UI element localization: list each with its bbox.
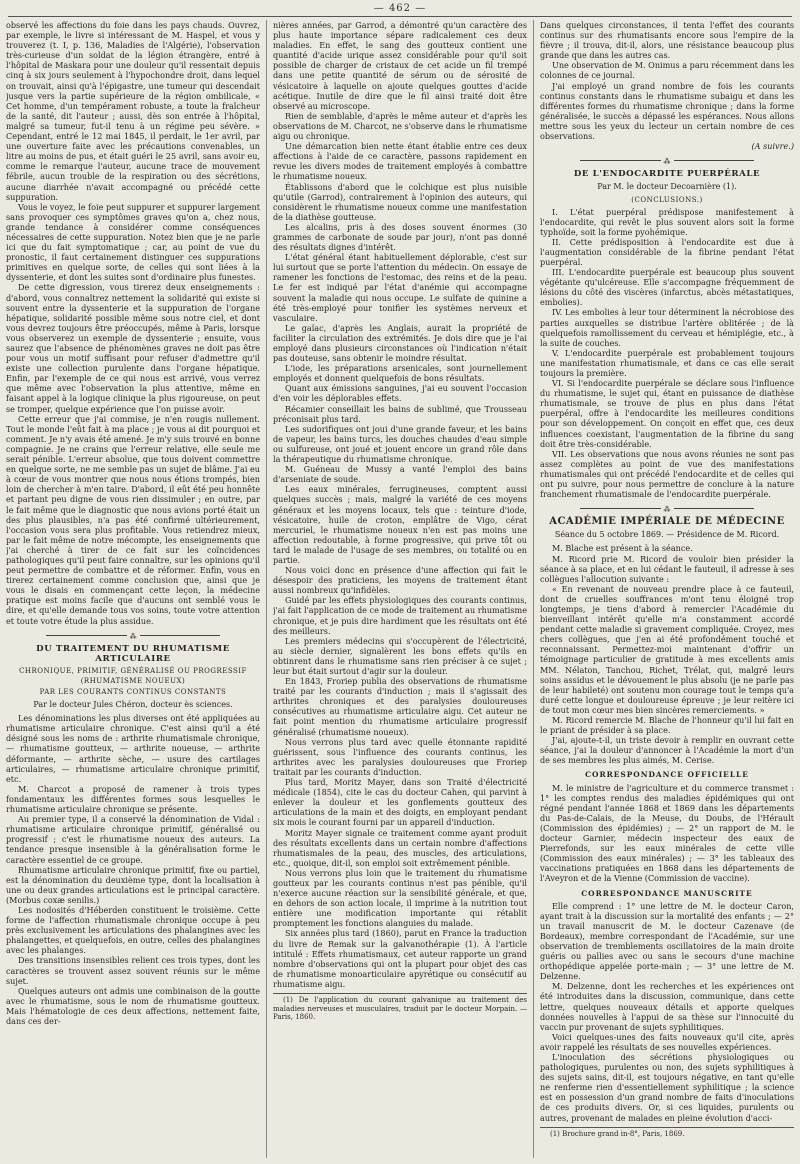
paragraph: Guidé par les effets physiologiques des courants continus, j'ai fait l'application de ce mode de traitement au rhumatisme chronique, et je puis dire hardiment que les résultats ont été des meilleurs. bbox=[273, 595, 527, 636]
paragraph: Les alcalins, pris à des doses souvent énormes (30 grammes de carbonate de soude par jour), n'ont pas donné des résultats dignes d'intérêt. bbox=[273, 221, 527, 253]
paragraph: VI. Si l'endocardite puerpérale se déclare sous l'influence du rhumatisme, le sujet qui, étant en puissance de diathèse rhumatismale, se trouve de plus en plus dans l'état puerpéral, offre à l'endocardite les meilleures conditions pour son développement. On conçoit en effet que, ces deux influences coexistant, l'augmentation de la fibrine du sang doit être très-considérable. bbox=[540, 378, 794, 449]
article-title: DE L'ENDOCARDITE PUERPÉRALE bbox=[573, 169, 761, 180]
paragraph: M. Blache est présent à la séance. bbox=[552, 543, 693, 554]
correspondence-manuscript-heading: CORRESPONDANCE MANUSCRITE bbox=[581, 888, 753, 898]
paragraph: I. L'état puerpéral prédispose manifestement à l'endocardite, qui revêt le plus souvent alors soit la forme typhoïde, soit la forme pyohémique. bbox=[540, 206, 794, 237]
paragraph: VII. Les observations que nous avons réunies ne sont pas assez complètes au point de vue des manifestations rhumatismales qui ont précédé l'endocardite et de celles qui ont pu suivre, pour nous permettre de conclure à la nature franchement rhumatismale de l'endocardite puerpérale. bbox=[540, 448, 794, 500]
paragraph: Quelques auteurs ont admis une combinaison de la goutte avec le rhumatisme, sous le nom de rhumatisme goutteux. Mais l'hématologie de ces deux affections, nettement faite, dans ces der- bbox=[6, 985, 260, 1026]
paragraph: De cette digression, vous tirerez deux enseignements : d'abord, vous connaîtrez nettement la solidarité qui existe si souvent entre la dyssenterie et la suppuration de l'organe hépatique, solidarité possible même sous notre ciel, et dont vous devrez toujours être préoccupés, même à Paris, lorsque vous observerez un exemple de dyssenterie ; ensuite, vous saurez que l'absence de phénomènes graves ne doit pas être pour vous un motif suffisant pour refuser d'admettre qu'il existe une collection purulente dans l'organe hépatique. Enfin, par l'exemple de ce qui nous est arrivé, vous verrez que même avec l'observation la plus attentive, même en faisant appel à la logique clinique la plus rigoureuse, on peut se tromper, quelque expérience que l'on puisse avoir. bbox=[6, 282, 260, 414]
paragraph: Les nodosités d'Héberden constituent le troisième. Cette forme de l'affection rhumatismale chronique occupe à peu près exclusivement les articulations des phalangines avec les phalangettes, et quelquefois, en outre, celles des phalangines avec les phalanges. bbox=[6, 904, 260, 956]
continued-note: (A suivre.) bbox=[751, 141, 794, 152]
section-divider: ⁂ bbox=[540, 504, 794, 512]
columns bbox=[6, 20, 794, 1158]
article-title: DU TRAITEMENT DU RHUMATISME ARTICULAIRE bbox=[36, 643, 230, 664]
article-author: Par M. le docteur Decoarnière (1). bbox=[597, 182, 737, 192]
article-subtitle: CHRONIQUE, PRIMITIF, GÉNÉRALISÉ OU PROGRESSIF (RHUMATISME NOUEUX) bbox=[19, 666, 247, 685]
paragraph: M. le ministre de l'agriculture et du commerce transmet : 1° les comptes rendus des maladies épidémiques qui ont régné pendant l'année 1868 et 1869 dans les départements du Pas-de-Calais, de la Meuse, du Doubs, de l'Hérault (Commission des épidémies) ; — 2° un rapport de M. le docteur Garnier, médecin inspecteur des eaux de Pierrefonds, sur les eaux minérales de cette ville (Commission des eaux minérales) ; — 3° les tableaux des vaccinations pratiquées en 1868 dans les départements de l'Aveyron et de la Vienne (Commission de vaccine). bbox=[540, 782, 794, 884]
paragraph: Nous verrons plus tard avec quelle étonnante rapidité guérissent, sous l'influence des courants continus, les arthrites avec les paralysies douloureuses que Froriep traitait par les courants d'induction. bbox=[273, 736, 527, 777]
paragraph: Récamier conseillait les bains de sublimé, que Trousseau préconisait plus tard. bbox=[273, 403, 527, 424]
paragraph: Une observation de M. Onimus a paru récemment dans les colonnes de ce journal. bbox=[540, 60, 794, 81]
paragraph: Une démarcation bien nette étant établie entre ces deux affections à l'aide de ce caractère, passons rapidement en revue les divers modes de traitement employés à combattre le rhumatisme noueux. bbox=[273, 141, 527, 182]
paragraph: Moritz Mayer signale ce traitement comme ayant produit des résultats excellents dans un certain nombre d'affections rhumatismales de la peau, des muscles, des articulations, etc., quoique, dit-il, son emploi soit extrêmement pénible. bbox=[273, 827, 527, 868]
paragraph: Vous le voyez, le foie peut suppurer et suppurer largement sans provoquer ces symptômes graves qu'on a, chez nous, grande tendance à considérer comme conséquences nécessaires de cette suppuration. Notez bien que je ne parle ici que du fait symptomatique ; car, au point de vue du pronostic, il faut certainement distinguer ces suppurations primitives en quelque sorte, de celles qui sont liées à la dyssenterie, et dont les suites sont d'ordinaire plus funestes. bbox=[6, 201, 260, 283]
academy-title: ACADÉMIE IMPÉRIALE DE MÉDECINE bbox=[549, 516, 785, 528]
column-separator bbox=[266, 20, 267, 1158]
correspondence-official-heading: CORRESPONDANCE OFFICIELLE bbox=[585, 770, 749, 780]
paragraph: Les sudorifiques ont joui d'une grande faveur, et les bains de vapeur, les bains turcs, les douches chaudes d'eau simple ou sulfureuse, ont joué et jouent encore un grand rôle dans la thérapeutique du rhumatisme chronique. bbox=[273, 423, 527, 465]
paragraph: Plus tard, Moritz Mayer, dans son Traité d'électricité médicale (1854), cite le cas du docteur Cahen, qui parvint à enlever la douleur et les gonflements goutteux des articulations de la main et des doigts, en employant pendant six mois le courant fourni par un appareil d'induction. bbox=[273, 777, 527, 828]
seance-line: Séance du 5 octobre 1869. — Présidence de M. Ricord. bbox=[554, 530, 780, 540]
paragraph: J'ai, ajoute-t-il, un triste devoir à remplir en ouvrant cette séance, j'ai la douleur d'annoncer à l'Académie la mort d'un de ses membres les plus aimés, M. Cerise. bbox=[540, 735, 794, 766]
column-2 bbox=[273, 20, 527, 1158]
paragraph: L'état général étant habituellement déplorable, c'est sur lui surtout que se porte l'attention du médecin. On essaye de ramener les fonctions de l'estomac, des reins et de la peau. Le fer est indiqué par l'état d'anémie qui accompagne souvent la maladie qui nous occupe. Le sulfate de quinine a été très-employé pour tonifier les systèmes nerveux et vasculaire. bbox=[273, 252, 527, 323]
paragraph: Quant aux émissions sanguines, j'ai eu souvent l'occasion d'en voir les déplorables effets. bbox=[273, 383, 527, 404]
paragraph: III. L'endocardite puerpérale est beaucoup plus souvent végétante qu'ulcéreuse. Elle s'accompagne fréquemment de lésions du côté des viscères (infarctus, abcès métastatiques, embolies). bbox=[540, 267, 794, 308]
footnote: (1) De l'application du courant galvanique au traitement des maladies nerveuses et musculaires, traduit par le docteur Morpain. — Paris, 1860. bbox=[273, 993, 527, 1022]
paragraph: Nous verrons plus loin que le traitement du rhumatisme goutteux par les courants continus n'est pas pénible, qu'il n'exerce aucune réaction sur la sensibilité générale, et que, en dehors de son action locale, il imprime à la nutrition tout entière une modification importante qui rétablit promptement les fonctions alanguies du malade. bbox=[273, 867, 527, 929]
paragraph: M. Delzenne, dont les recherches et les expériences ont été introduites dans la discussion, communique, dans cette lettre, quelques nouveaux détails et apporte quelques données nouvelles à l'appui de sa thèse sur l'innocuité du vaccin pur provenant de sujets syphilitiques. bbox=[540, 981, 794, 1032]
paragraph: M. Ricord prie M. Ricord de vouloir bien présider la séance à sa place, et en lui cédant le fauteuil, il adresse à ses collègues l'allocution suivante : bbox=[540, 553, 794, 584]
column-3 bbox=[540, 20, 794, 1158]
paragraph: En 1843, Froriep publia des observations de rhumatisme traité par les courants d'induction ; mais il s'agissait des arthrites chroniques et des paralysies douloureuses consécutives au rhumatisme articulaire aigu. Cet auteur ne fait point mention du rhumatisme articulaire progressif généralisé (rhumatisme noueux). bbox=[273, 676, 527, 737]
paragraph: Nous voici donc en présence d'une affection qui fait le désespoir des praticiens, les moyens de traitement étant aussi nombreux qu'infidèles. bbox=[273, 565, 527, 596]
paragraph: « En revenant de nouveau prendre place à ce fauteuil, dont de cruelles souffrances m'ont tenu éloigné trop longtemps, je tiens d'abord à remercier l'Académie du bienveillant intérêt qu'elle m'a constamment accordé pendant cette maladie si gravement compliquée. Croyez, mes chers collègues, que j'en ai été profondément touché et reconnaissant. Permettez-moi maintenant d'offrir un témoignage particulier de gratitude à mes excellents amis MM. Nélaton, Tanchou, Richet, Trélat, qui, malgré leurs soins assidus et le dévouement le plus absolu (je ne parle pas de leur habileté) ont soutenu mon courage tout le temps qu'a duré cette longue et douloureuse épreuve ; je leur reitère ici de tout mon cœur mes bien sincères remerciements. » bbox=[540, 583, 794, 715]
paragraph: Le gaïac, d'après les Anglais, aurait la propriété de faciliter la circulation des extrémités. Je dois dire que je l'ai employé dans plusieurs circonstances où l'indication n'était pas douteuse, sans obtenir le moindre résultat. bbox=[273, 322, 527, 364]
section-divider: ⁂ bbox=[6, 631, 260, 639]
header-rule bbox=[8, 16, 792, 17]
section-divider: ⁂ bbox=[540, 156, 794, 164]
paragraph: Elle comprend : 1° une lettre de M. le docteur Caron, ayant trait à la discussion sur la mortalité des enfants ; — 2° un travail manuscrit de M. le docteur Cazenave (de Bordeaux), membre correspondant de l'Académie, sur une observation de tremblements oscillatoires de la main droite guéris ou pallies avec ou sans le secours d'une machine orthopédique appelée porte-main ; — 3° une lettre de M. Delzenne. bbox=[540, 900, 794, 982]
page-number: — 462 — bbox=[373, 3, 427, 14]
paragraph: Établissons d'abord que le colchique est plus nuisible qu'utile (Garrod), contrairement à l'opinion des auteurs, qui considèrent le rhumatisme noueux comme une manifestation de la diathèse goutteuse. bbox=[273, 181, 527, 222]
paragraph: Au premier type, il a conservé la dénomination de Vidal : rhumatisme articulaire chronique primitif, généralisé ou progressif ; c'est le rhumatisme noueux des auteurs. La tendance presque insensible à la généralisation forme le caractère essentiel de ce groupe. bbox=[6, 814, 260, 865]
paragraph: M. Ricord remercie M. Blache de l'honneur qu'il lui fait en le priant de présider à sa place. bbox=[540, 715, 794, 736]
paragraph: IV. Les embolies à leur tour déterminent la nécrobiose des parties auxquelles se distribue l'artère oblitérée ; de là quelquefois ramollissement du cerveau et hémiplégie, etc., à la suite de couches. bbox=[540, 307, 794, 348]
paragraph: Six années plus tard (1860), parut en France la traduction du livre de Remak sur la galvanothérapie (1). À l'article intitulé : Effets rhumatismaux, cet auteur rapporte un grand nombre d'observations qui ont la plupart pour objet des cas de rhumatisme monoarticulaire apyrétique ou consécutif au rhumatisme aigu. bbox=[273, 928, 527, 989]
paragraph: J'ai employé un grand nombre de fois les courants continus constants dans le rhumatisme subaigu et dans les différentes formes du rhumatisme chronique ; dans la forme généralisée, le succès a dépassé les espérances. Nous allons mettre sous les yeux du lecteur un certain nombre de ces observations. bbox=[540, 80, 794, 142]
footnote: (1) Brochure grand in-8°, Paris, 1869. bbox=[540, 1127, 794, 1139]
paragraph: M. Charcot a proposé de ramener à trois types fondamentaux les différentes formes sous lesquelles le rhumatisme articulaire chronique se présente. bbox=[6, 783, 260, 815]
paragraph: Voici quelques-unes des faits nouveaux qu'il cite, après avoir rappelé les résultats de ses nouvelles expériences. bbox=[540, 1031, 794, 1052]
conclusions-heading: (CONCLUSIONS.) bbox=[631, 196, 703, 205]
paragraph: Les premiers médecins qui s'occupèrent de l'électricité, au siècle dernier, signalèrent les bons effets qu'ils en obtinrent dans le rhumatisme sans rien préciser à ce sujet ; leur but était surtout d'agir sur la douleur. bbox=[273, 635, 527, 676]
paragraph: V. L'endocardite puerpérale est probablement toujours une manifestation rhumatismale, et dans ce cas elle serait toujours la première. bbox=[540, 347, 794, 378]
paragraph: nières années, par Garrod, a démontré qu'un caractère des plus haute importance sépare radicalement ces deux maladies. En effet, le sang des goutteux contient une quantité d'acide urique assez considérable pour qu'il soit possible de charger de cristaux de cet acide un fil trempé dans une petite quantité de sérum ou de sérosité de vésicatoire à laquelle on ajoute quelques gouttes d'acide acétique. Inutile de dire que le fil ainsi traité doit être observé au microscope. bbox=[273, 20, 527, 111]
paragraph: L'inoculation des sécrétions physiologiques ou pathologiques, purulentes ou non, des sujets syphilitiques à des sujets sains, dit-il, est toujours négative, en tant qu'elle ne renferme rien d'essentiellement syphilitique ; la science est en possession d'un grand nombre de faits d'inoculations de ces produits divers. Or, si ces liquides, purulents ou autres, provenant de malades en pleine évolution d'acci- bbox=[540, 1052, 794, 1123]
paragraph: Les dénominations les plus diverses ont été appliquées au rhumatisme articulaire chronique. C'est ainsi qu'il a été désigné sous les noms de : arthrite rhumatismale chronique, — rhumatisme goutteux, — arthrite noueuse, — arthrite déformante, — arthrite sèche, — usure des cartilages articulaires, — rhumatisme articulaire chronique primitif, etc. bbox=[6, 713, 260, 784]
column-separator bbox=[533, 20, 534, 1158]
paragraph: Cette erreur que j'ai commise, je n'en rougis nullement. Tout le monde l'eût fait à ma place ; je vous ai dit pourquoi et comment. Je n'y avais été amené. Je m'y suis trouvé en bonne compagnie. Je ne crains que l'erreur relative, elle seule me serait pénible. L'erreur absolue, que tous doivent commettre en quelque sorte, ne me semble pas un sujet de blâme. J'ai eu à cœur de vous montrer que nous nous étions trompés, bien loin de chercher à m'en taire. D'abord, il eût été peu honnête et partant peu digne de vous rien dissimuler ; en outre, par le fait même que le diagnostic que nous avions porté était un des plus plausibles, n'a pas été confirmé ultérieurement, l'occasion vous sera plus profitable. Vous retiendrez mieux, par le fait même de notre mécompte, les enseignements que j'ai cherché à tirer de ce fait sur les coïncidences pathologiques qu'il peut faire connaître, sur les opinions qu'il peut permettre de combattre et de réformer. Enfin, vous en tirerez certainement comme conclusion que, ainsi que je vous le disais en commençant cette leçon, la médecine pratique est moins facile que d'aucuns ont semblé vous le dire, et qu'elle demande tous vos soins, toute votre attention et toute votre étude la plus assidue. bbox=[6, 413, 260, 626]
column-1 bbox=[6, 20, 260, 1158]
paragraph: Des transitions insensibles relient ces trois types, dont les caractères se trouvent assez souvent réunis sur le même sujet. bbox=[6, 955, 260, 986]
paragraph: Dans quelques circonstances, il tenta l'effet des courants continus sur des rhumatisants encore sous l'empire de la fièvre ; il trouva, dit-il, alors, une résistance beaucoup plus grande que dans les autres cas. bbox=[540, 20, 794, 61]
paragraph: Les eaux minérales, ferrugineuses, comptent aussi quelques succès ; mais, malgré la variété de ces moyens généraux et les moyens locaux, tels que : teinture d'iode, vésicatoire, huile de croton, emplâtre de Vigo, cérat mercuriel, le rhumatisme noueux n'en est pas moins une affection redoutable, à forme progressive, qui prive tôt ou tard le malade de l'usage de ses membres, ou totalité ou en partie. bbox=[273, 484, 527, 565]
article-subtitle: PAR LES COURANTS CONTINUS CONSTANTS bbox=[39, 688, 227, 696]
paragraph: observé les affections du foie dans les pays chauds. Ouvrez, par exemple, le livre si intéressant de M. Haspel, et vous y trouverez (t. I, p. 136, Maladies de l'Algérie), l'observation très-curieuse d'un soldat de la légion étrangère, entré à l'hôpital de Maskara pour une douleur qu'il ressentait depuis cinq à six jours seulement à l'hypochondre droit, dans lequel on trouvait, ainsi qu'à l'épigastre, une tumeur qui descendait jusque vers la partie supérieure de la région ombilicale, « Cet homme, d'un tempérament robuste, a toute la fraîcheur de la santé, dit l'auteur ; aussi, dès son entrée à l'hôpital, malgré sa tumeur, fut-il tenu à un régime peu sévère. » Cependant, entré le 12 mai 1845, il perdait, le 1er avril, par une ouverture faite avec les précautions convenables, un litre au moins de pus, et était guéri le 25 avril, sans avoir eu, comme le remarque l'auteur, aucune trace de mouvement fébrile, aucun trouble de la respiration ou des sécrétions, aucune diarrhée n'avait accompagné ou précédé cette suppuration. bbox=[6, 20, 260, 202]
paragraph: M. Guéneau de Mussy a vanté l'emploi des bains d'arseniate de soude. bbox=[273, 464, 527, 485]
paragraph: Rhumatisme articulaire chronique primitif, fixe ou partiel, est la dénomination du deuxième type, dont la localisation à une ou deux grandes articulations est le principal caractère. (Morbus coxæ senilis.) bbox=[6, 864, 260, 905]
paragraph: Rien de semblable, d'après le même auteur et d'après les observations de M. Charcot, ne s'observe dans le rhumatisme aigu ou chronique. bbox=[273, 110, 527, 142]
paragraph: II. Cette prédisposition à l'endocardite est due à l'augmentation considérable de la fibrine pendant l'état puerpéral. bbox=[540, 236, 794, 267]
article-author: Par le docteur Jules Chéron, docteur ès sciences. bbox=[33, 700, 233, 710]
paragraph: L'iode, les préparations arsenicales, sont journellement employés et donnent quelquefois de bons résultats. bbox=[273, 363, 527, 384]
